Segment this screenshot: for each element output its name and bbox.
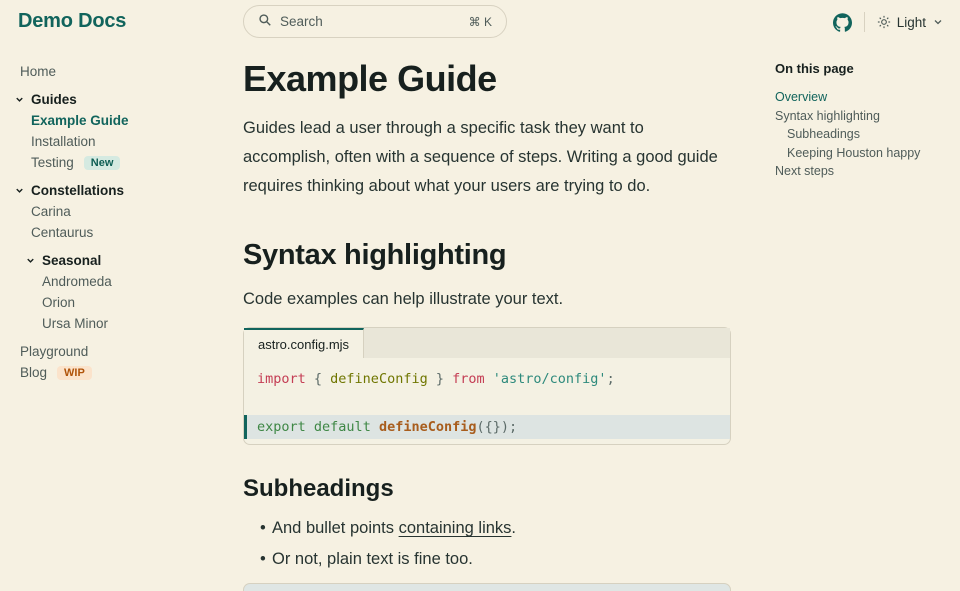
sidebar-item-label: Centaurus [31, 225, 94, 240]
chevron-down-icon [14, 185, 25, 196]
theme-label: Light [896, 14, 926, 30]
toc-item-next-steps[interactable]: Next steps [775, 164, 835, 179]
sidebar-item-home[interactable] [0, 61, 243, 82]
badge-wip: WIP [57, 366, 92, 380]
sidebar-item-carina[interactable] [0, 201, 243, 222]
sidebar-item-blog[interactable] [0, 362, 243, 383]
code-body [244, 358, 730, 444]
search-input[interactable] [280, 14, 461, 29]
sidebar-item-playground[interactable] [0, 341, 243, 362]
toc-title: On this page [775, 61, 854, 76]
code-token [485, 371, 493, 387]
chevron-down-icon [25, 255, 36, 266]
code-tab-bar [244, 328, 730, 358]
code-line-highlighted [244, 415, 730, 439]
toc-item-keeping-houston-happy[interactable]: Keeping Houston happy [787, 145, 921, 160]
header-actions [833, 0, 944, 44]
bullet-list [243, 519, 731, 569]
code-token: defineConfig [378, 419, 477, 435]
site-logo[interactable]: Demo Docs [18, 10, 127, 32]
sidebar-item-label: Andromeda [42, 274, 112, 289]
theme-select[interactable] [877, 15, 944, 30]
sidebar-item-andromeda[interactable] [0, 271, 243, 292]
inline-link[interactable]: containing links [398, 519, 512, 537]
sidebar-item-label: Blog [20, 365, 48, 380]
section-paragraph: Code examples can help illustrate your text. [243, 290, 564, 308]
section-title-subheadings: Subheadings [243, 475, 394, 502]
code-token: ; [606, 371, 615, 387]
code-token: import [257, 371, 306, 387]
code-block [243, 327, 731, 445]
toc-item-syntax-highlighting[interactable]: Syntax highlighting [775, 108, 880, 123]
toc-list [775, 88, 960, 181]
badge-new: New [84, 156, 121, 170]
search-button[interactable] [243, 5, 507, 38]
header-divider [864, 12, 865, 32]
sidebar-item-label: Playground [20, 344, 89, 359]
sidebar-item-label: Testing [31, 155, 74, 170]
sidebar-item-testing[interactable] [0, 152, 243, 173]
sidebar-item-orion[interactable] [0, 292, 243, 313]
sidebar-item-label: Example Guide [31, 113, 129, 128]
intro-paragraph: Guides lead a user through a specific task they want to accomplish, often with a sequence of steps. Writing a good guide requires thinking about what your users are trying to do. [243, 119, 718, 195]
code-token [371, 419, 379, 435]
next-code-block-partial [243, 583, 731, 591]
sidebar-item-label: Installation [31, 134, 96, 149]
code-token: default [313, 419, 371, 435]
code-token: defineConfig [330, 371, 428, 387]
sidebar-group-seasonal[interactable] [0, 250, 243, 271]
sidebar-item-installation[interactable] [0, 131, 243, 152]
list-item-text: Or not, plain text is fine too. [272, 550, 473, 568]
toc-item-overview[interactable]: Overview [775, 90, 828, 105]
code-tab-filename: astro.config.mjs [244, 328, 364, 358]
main-content [243, 44, 731, 568]
page-title: Example Guide [243, 58, 497, 99]
chevron-down-icon [14, 94, 25, 105]
sidebar-item-label: Guides [31, 92, 77, 107]
toc-item-subheadings[interactable]: Subheadings [787, 127, 860, 142]
site-header [0, 0, 960, 44]
sidebar-item-centaurus[interactable] [0, 222, 243, 243]
sidebar-item-label: Home [20, 64, 57, 79]
sidebar-item-ursa-minor[interactable] [0, 313, 243, 334]
code-line [244, 367, 730, 391]
sidebar-nav [0, 44, 243, 540]
page-layout [0, 44, 960, 568]
chevron-down-icon [932, 16, 944, 28]
code-token: 'astro/config' [492, 371, 607, 387]
search-icon [258, 13, 272, 30]
sidebar-item-label: Orion [42, 295, 76, 310]
sidebar-item-label: Carina [31, 204, 71, 219]
code-token: from [452, 371, 485, 387]
list-item-text: And bullet points [272, 519, 399, 537]
list-item-text: . [511, 519, 517, 537]
sun-icon [877, 15, 891, 29]
code-token [306, 419, 314, 435]
sidebar-group-constellations[interactable] [0, 180, 243, 201]
code-token: export [257, 419, 306, 435]
github-icon[interactable] [833, 13, 852, 32]
sidebar-item-label: Constellations [31, 183, 125, 198]
sidebar-group-guides[interactable] [0, 89, 243, 110]
search-shortcut: ⌘ K [468, 14, 492, 29]
list-item [243, 519, 731, 538]
code-line [244, 391, 730, 415]
code-token: } [427, 371, 453, 387]
section-title-syntax-highlighting: Syntax highlighting [243, 239, 507, 271]
sidebar-item-label: Ursa Minor [42, 316, 109, 331]
list-item [243, 550, 731, 569]
code-token: { [305, 371, 331, 387]
on-this-page [731, 44, 960, 540]
sidebar-item-example-guide[interactable] [0, 110, 243, 131]
code-token: ({}); [476, 419, 518, 435]
sidebar-item-label: Seasonal [42, 253, 102, 268]
